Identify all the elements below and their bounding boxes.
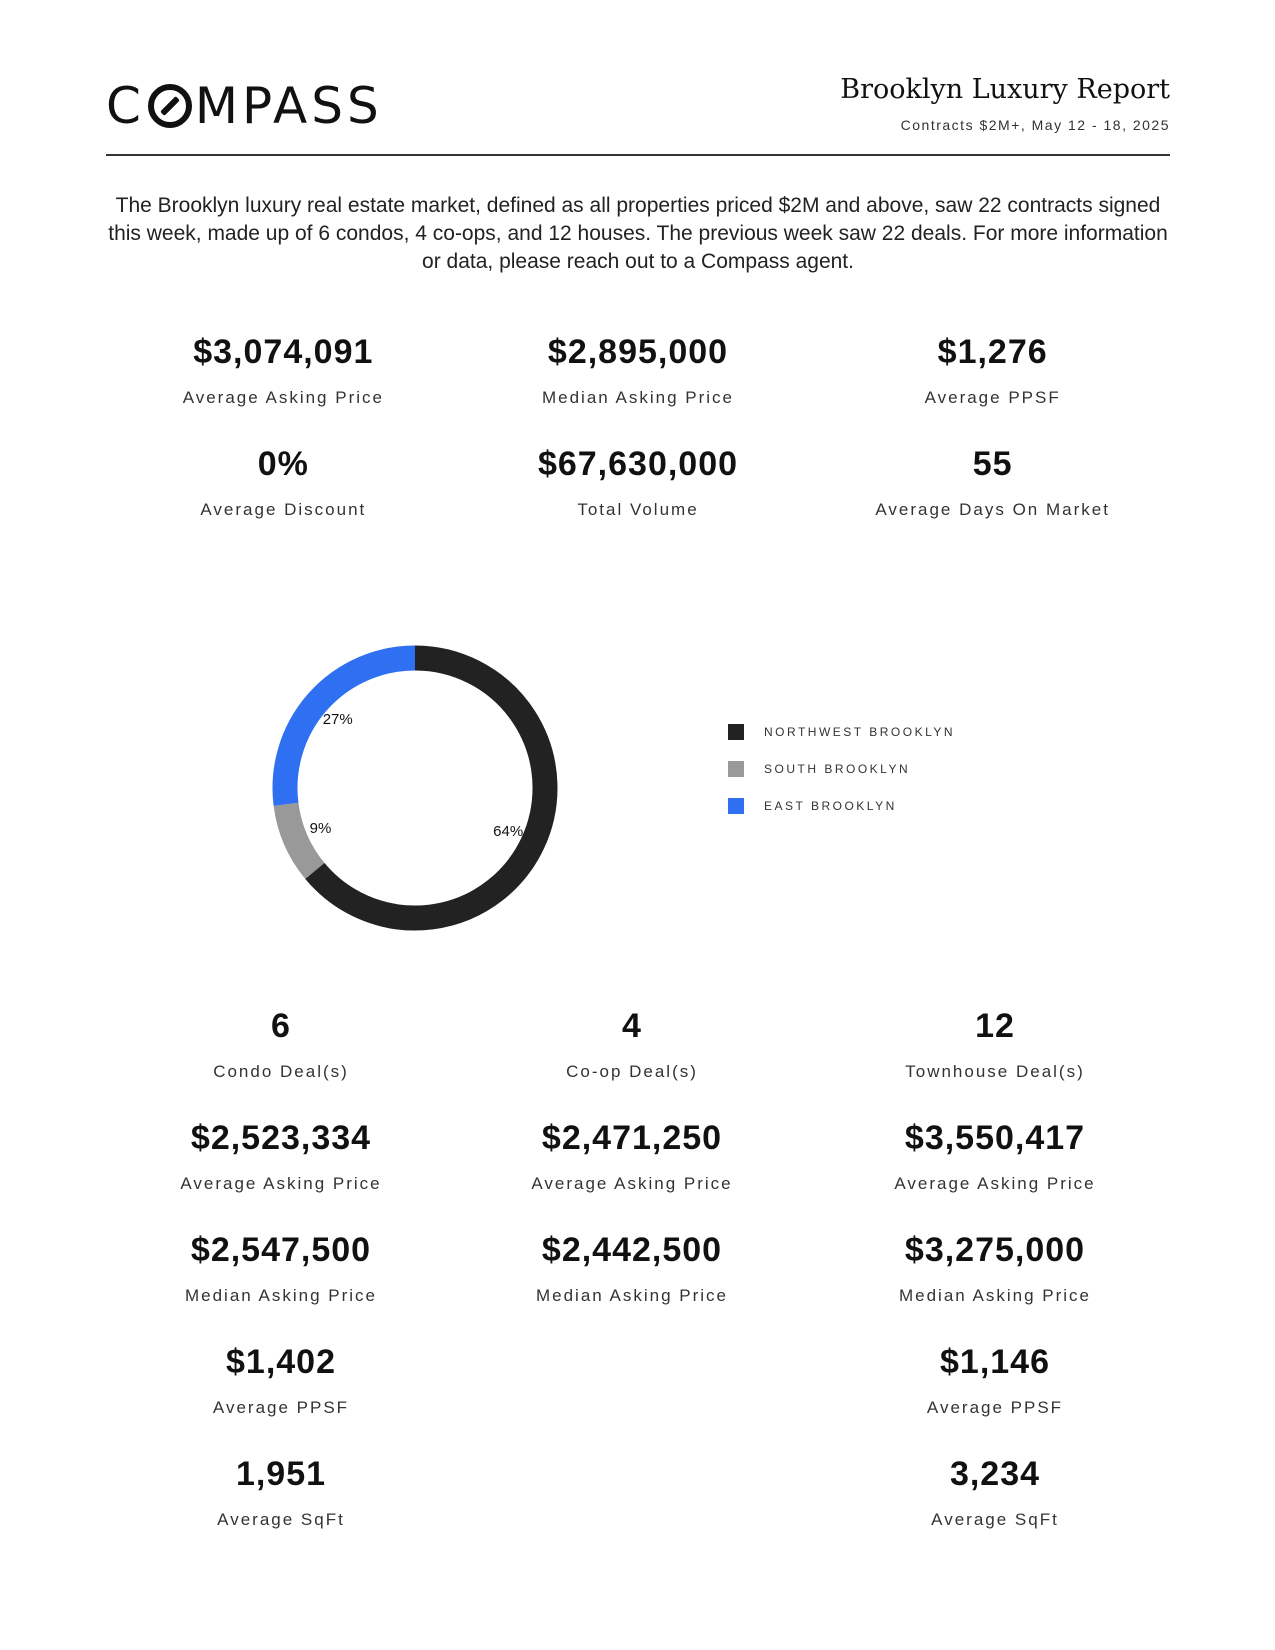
condo-average-asking-price: [131, 1112, 431, 1224]
coop-deals: [482, 1000, 782, 1112]
stat-value: $2,895,000: [547, 333, 729, 371]
legend-label: SOUTH BROOKLYN: [764, 762, 911, 776]
report-header: [106, 60, 1170, 156]
report-subtitle: Contracts $2M+, May 12 - 18, 2025: [900, 117, 1170, 133]
stat-label: Average PPSF: [926, 1398, 1064, 1417]
stat-label: Condo Deal(s): [213, 1062, 349, 1081]
region-donut-chart: [255, 628, 575, 948]
stat-value: 0%: [257, 445, 309, 483]
stat-value: $1,402: [226, 1343, 336, 1381]
stat-value: $3,550,417: [904, 1119, 1086, 1157]
stat-value: 55: [972, 445, 1013, 483]
condo-average-sqft: [131, 1448, 431, 1560]
coop-median-asking-price: [482, 1224, 782, 1336]
donut-data-label: 27%: [322, 710, 353, 728]
stat-label: Median Asking Price: [184, 1286, 378, 1305]
logo-letters-before: C: [106, 77, 145, 135]
stat-label: Average PPSF: [924, 388, 1061, 407]
stat-average-discount: [106, 438, 461, 550]
stat-label: Average SqFt: [217, 1510, 345, 1529]
donut-slice-south-brooklyn: [286, 804, 315, 871]
donut-slice-northwest-brooklyn: [315, 658, 545, 918]
intro-paragraph: The Brooklyn luxury real estate market, defined as all properties priced $2M and above, saw 22 contracts signed this week, made up of 6 condos, 4 co-ops, and 12 houses. The previous week saw 22 deals. For more information or data, please reach out to a Compass agent.: [108, 194, 1168, 273]
stat-label: Median Asking Price: [535, 1286, 729, 1305]
stat-average-ppsf: [815, 326, 1170, 438]
stat-value: $2,442,500: [541, 1231, 723, 1269]
stat-label: Average Asking Price: [894, 1174, 1096, 1193]
logo-letters-after: MPASS: [194, 77, 383, 135]
logo-o-icon: [148, 84, 192, 128]
condo-average-ppsf: [131, 1336, 431, 1448]
donut-data-label: 64%: [493, 822, 524, 840]
donut-data-label: 9%: [309, 819, 332, 837]
stat-value: $3,275,000: [904, 1231, 1086, 1269]
legend-label: NORTHWEST BROOKLYN: [764, 725, 956, 739]
stat-label: Total Volume: [577, 500, 699, 519]
legend-swatch: [728, 761, 744, 777]
overview-stats: [106, 326, 1170, 550]
donut-slice-east-brooklyn: [285, 658, 415, 804]
stat-value: $2,523,334: [190, 1119, 372, 1157]
stat-value: 6: [271, 1007, 291, 1045]
stat-label: Average Asking Price: [182, 388, 384, 407]
legend-item-east: [728, 796, 955, 816]
chart-legend: [728, 722, 955, 833]
townhouse-average-sqft: [845, 1448, 1145, 1560]
legend-swatch: [728, 724, 744, 740]
legend-item-south: [728, 759, 955, 779]
coop-average-asking-price: [482, 1112, 782, 1224]
stat-average-days-on-market: [815, 438, 1170, 550]
townhouse-average-asking-price: [845, 1112, 1145, 1224]
stat-label: Townhouse Deal(s): [905, 1062, 1085, 1081]
header-divider: [106, 154, 1170, 156]
stat-value: $1,146: [940, 1343, 1050, 1381]
legend-item-northwest: [728, 722, 955, 742]
stat-value: $3,074,091: [193, 333, 374, 371]
stat-value: $67,630,000: [537, 445, 739, 483]
condo-median-asking-price: [131, 1224, 431, 1336]
stat-label: Average Asking Price: [180, 1174, 382, 1193]
compass-logo: [106, 76, 383, 136]
stat-label: Co-op Deal(s): [566, 1062, 698, 1081]
stat-value: 3,234: [949, 1455, 1041, 1493]
stat-value: $2,547,500: [190, 1231, 372, 1269]
townhouse-deals: [845, 1000, 1145, 1112]
stat-label: Average Discount: [200, 500, 367, 519]
townhouse-average-ppsf: [845, 1336, 1145, 1448]
stat-label: Median Asking Price: [541, 388, 734, 407]
townhouse-median-asking-price: [845, 1224, 1145, 1336]
stat-median-asking-price: [461, 326, 816, 438]
stat-value: 1,951: [235, 1455, 327, 1493]
condo-column: [131, 1000, 431, 1560]
legend-swatch: [728, 798, 744, 814]
stat-value: $2,471,250: [541, 1119, 723, 1157]
stat-label: Average Asking Price: [531, 1174, 733, 1193]
stat-value: 12: [975, 1007, 1015, 1045]
stat-average-asking-price: [106, 326, 461, 438]
report-title: Brooklyn Luxury Report: [840, 74, 1170, 105]
stat-value: 4: [622, 1007, 642, 1045]
condo-deals: [131, 1000, 431, 1112]
coop-column: [482, 1000, 782, 1336]
stat-label: Average Days On Market: [875, 500, 1110, 519]
townhouse-column: [845, 1000, 1145, 1560]
stat-total-volume: [461, 438, 816, 550]
legend-label: EAST BROOKLYN: [764, 799, 897, 813]
stat-value: $1,276: [937, 333, 1048, 371]
stat-label: Average SqFt: [931, 1510, 1059, 1529]
stat-label: Average PPSF: [212, 1398, 350, 1417]
stat-label: Median Asking Price: [898, 1286, 1092, 1305]
